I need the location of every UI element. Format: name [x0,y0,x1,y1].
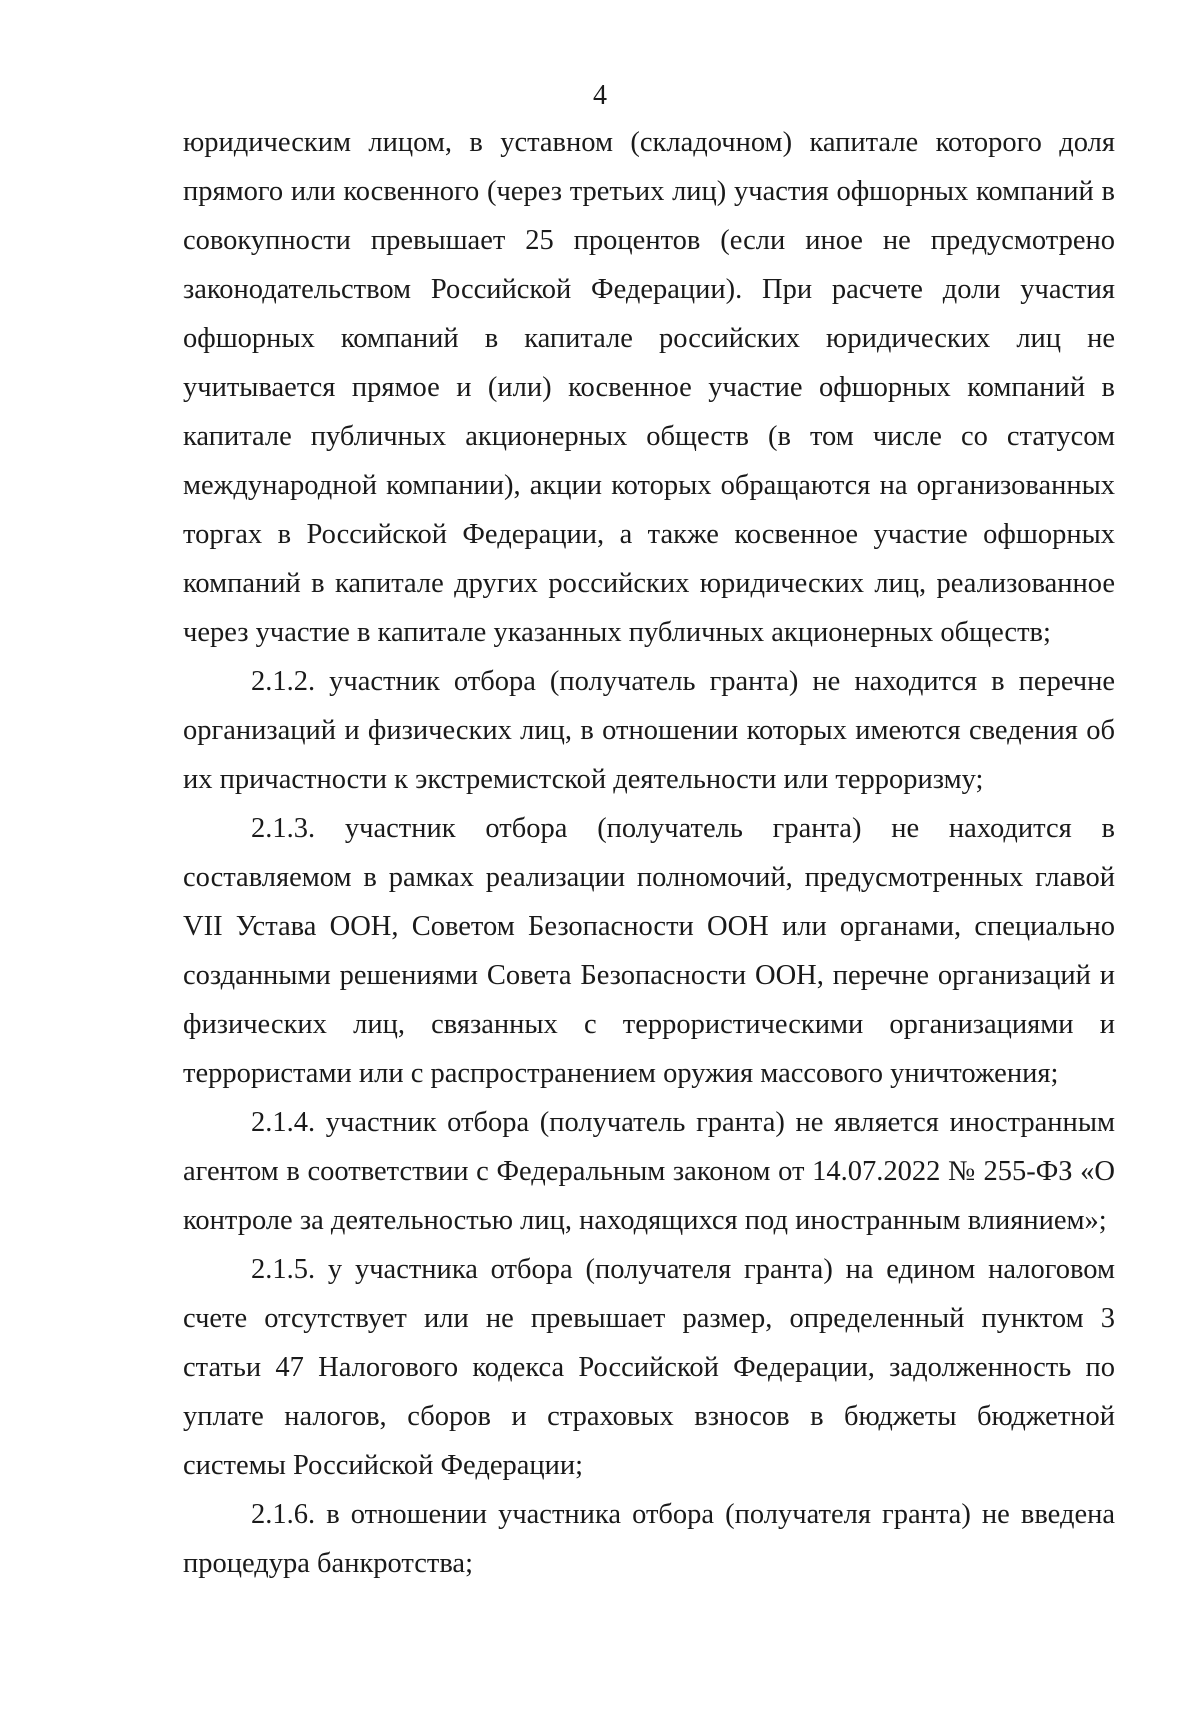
paragraph-continuation: юридическим лицом, в уставном (складочном) капитале которого доля прямого или косвенного (через третьих лиц) участия офшорных компаний в совокупности превышает 25 процентов (если иное не предусмотрено законодательством Российской Федерации). При расчете доли участия офшорных компаний в капитале российских юридических лиц не учитывается прямое и (или) косвенное участие офшорных компаний в капитале публичных акционерных обществ (в том числе со статусом международной компании), акции которых обращаются на организованных торгах в Российской Федерации, а также косвенное участие офшорных компаний в капитале других российских юридических лиц, реализованное через участие в капитале указанных публичных акционерных обществ; [183,127,1115,648]
paragraph-2-1-4: 2.1.4. участник отбора (получатель гранта) не является иностранным агентом в соответствии с Федеральным законом от 14.07.2022 № 255-ФЗ «О контроле за деятельностью лиц, находящихся под иностранным влиянием»; [183,1107,1115,1236]
paragraph-2-1-5: 2.1.5. у участника отбора (получателя гранта) на едином налоговом счете отсутствует или не превышает размер, определенный пунктом 3 статьи 47 Налогового кодекса Российской Федерации, задолженность по уплате налогов, сборов и страховых взносов в бюджеты бюджетной системы Российской Федерации; [183,1254,1115,1481]
paragraph-2-1-3: 2.1.3. участник отбора (получатель гранта) не находится в составляемом в рамках реализации полномочий, предусмотренных главой VII Устава ООН, Советом Безопасности ООН или органами, специально созданными решениями Совета Безопасности ООН, перечне организаций и физических лиц, связанных с террористическими организациями и террористами или с распространением оружия массового уничтожения; [183,813,1115,1089]
page-number: 4 [593,80,607,111]
paragraph-2-1-6: 2.1.6. в отношении участника отбора (получателя гранта) не введена процедура банкротства; [183,1499,1115,1579]
paragraph-2-1-2: 2.1.2. участник отбора (получатель гранта) не находится в перечне организаций и физических лиц, в отношении которых имеются сведения об их причастности к экстремистской деятельности или терроризму; [183,666,1115,795]
document-body [183,118,1115,1588]
